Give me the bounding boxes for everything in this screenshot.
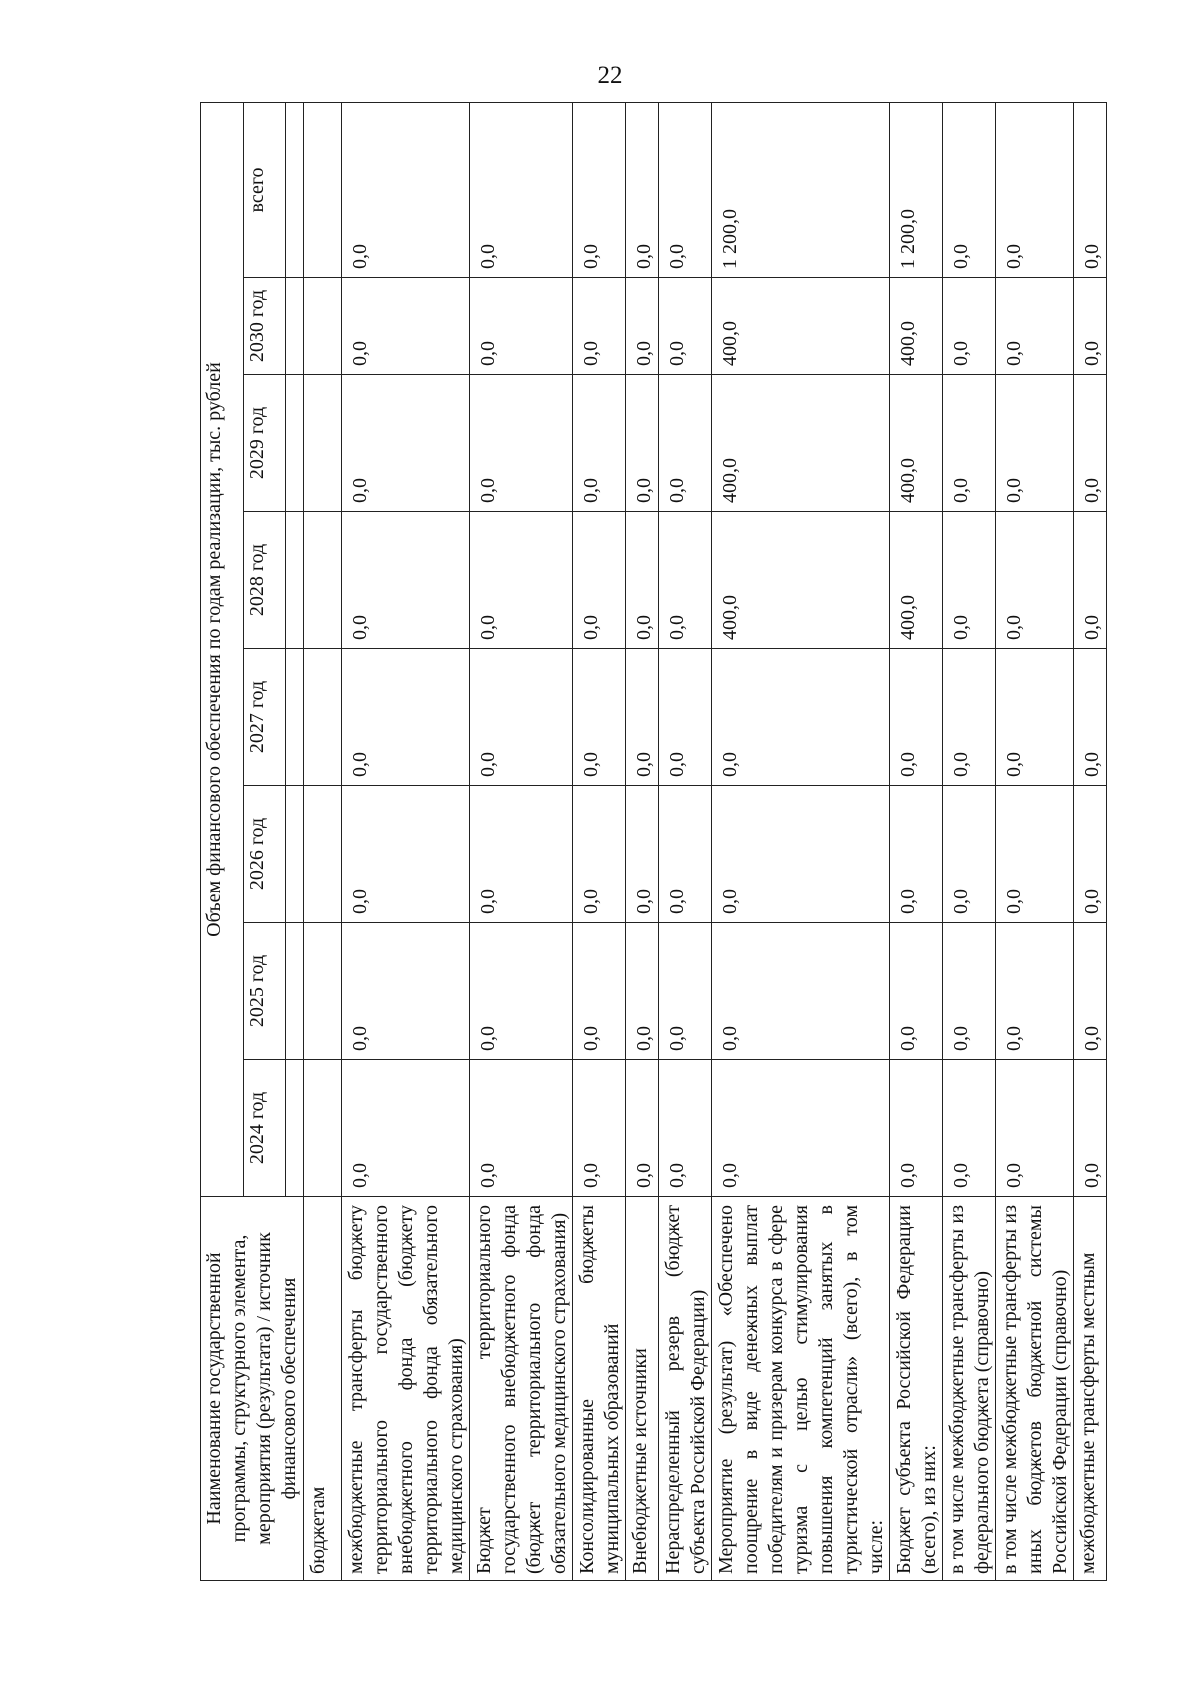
- row-value: 0,0: [573, 786, 626, 923]
- row-value: 0,0: [573, 649, 626, 786]
- row-value: 0,0: [996, 786, 1074, 923]
- table-row: [996, 102, 1074, 1580]
- row-value: 0,0: [573, 512, 626, 649]
- row-name: Внебюджетные источники: [626, 1197, 659, 1581]
- row-value: 1 200,0: [712, 102, 890, 277]
- header-name-column: Наименование государственной программы, структурного элемента, мероприятия (результата) / источник финансового обеспечения: [201, 1197, 304, 1581]
- row-name: Консолидированные бюджеты муниципальных образований: [573, 1197, 626, 1581]
- row-name: Бюджет территориального государственного внебюджетного фонда (бюджет территориального фонда обязательного медицинского страхования): [470, 1197, 573, 1581]
- row-value: 400,0: [712, 375, 890, 512]
- table-row: [342, 102, 470, 1580]
- row-value: 0,0: [626, 512, 659, 649]
- row-value: 0,0: [342, 278, 470, 375]
- row-value: 0,0: [996, 923, 1074, 1060]
- row-value: 0,0: [659, 786, 712, 923]
- row-value: 0,0: [996, 1060, 1074, 1197]
- table-row: [626, 102, 659, 1580]
- row-value: 0,0: [943, 512, 996, 649]
- row-value: 0,0: [712, 923, 890, 1060]
- header-year: 2026 год: [243, 786, 286, 923]
- row-value: 0,0: [712, 786, 890, 923]
- row-value: 0,0: [1074, 512, 1107, 649]
- row-value: 400,0: [712, 512, 890, 649]
- row-value: 0,0: [943, 1060, 996, 1197]
- row-value: 0,0: [342, 1060, 470, 1197]
- row-value: 0,0: [342, 375, 470, 512]
- row-value: 0,0: [626, 102, 659, 277]
- row-name: в том числе межбюджетные трансферты из федерального бюджета (справочно): [943, 1197, 996, 1581]
- row-value: 0,0: [470, 923, 573, 1060]
- row-value: 0,0: [890, 786, 943, 923]
- table-row: [1074, 102, 1107, 1580]
- row-value: 0,0: [1074, 375, 1107, 512]
- row-value: [304, 786, 342, 923]
- table-row: [943, 102, 996, 1580]
- row-value: 0,0: [659, 512, 712, 649]
- row-value: 0,0: [470, 649, 573, 786]
- row-value: 0,0: [470, 375, 573, 512]
- table-row: [573, 102, 626, 1580]
- row-value: 0,0: [659, 649, 712, 786]
- row-value: 400,0: [890, 512, 943, 649]
- row-name: Бюджет субъекта Российской Федерации (всего), из них:: [890, 1197, 943, 1581]
- row-value: [304, 102, 342, 277]
- row-value: 0,0: [996, 102, 1074, 277]
- row-value: 400,0: [890, 278, 943, 375]
- row-value: 400,0: [890, 375, 943, 512]
- row-value: 0,0: [996, 375, 1074, 512]
- row-value: 0,0: [890, 1060, 943, 1197]
- row-value: 0,0: [573, 102, 626, 277]
- row-value: 0,0: [890, 923, 943, 1060]
- row-value: 0,0: [1074, 786, 1107, 923]
- row-value: 1 200,0: [890, 102, 943, 277]
- row-value: 0,0: [470, 1060, 573, 1197]
- row-value: 0,0: [573, 375, 626, 512]
- row-value: 0,0: [626, 786, 659, 923]
- header-year: 2027 год: [243, 649, 286, 786]
- row-value: 0,0: [626, 1060, 659, 1197]
- rotated-table-wrapper: [200, 103, 1134, 1581]
- row-value: 0,0: [712, 1060, 890, 1197]
- row-name: межбюджетные трансферты местным: [1074, 1197, 1107, 1581]
- row-value: [304, 375, 342, 512]
- row-value: 0,0: [626, 375, 659, 512]
- row-name: бюджетам: [304, 1197, 342, 1581]
- table-row: [712, 102, 890, 1580]
- table-row: [470, 102, 573, 1580]
- row-name: межбюджетные трансферты бюджету территориального государственного внебюджетного фонда (бюджету территориального фонда обязательного медицинского страхования): [342, 1197, 470, 1581]
- row-value: 0,0: [573, 1060, 626, 1197]
- row-value: [304, 278, 342, 375]
- row-name: Мероприятие (результат) «Обеспечено поощрение в виде денежных выплат победителям и призерам конкурса в сфере туризма с целью стимулирования повышения компетенций занятых в туристической отрасли» (всего), в том числе:: [712, 1197, 890, 1581]
- row-value: 0,0: [1074, 278, 1107, 375]
- header-year: 2028 год: [243, 512, 286, 649]
- row-value: 0,0: [470, 512, 573, 649]
- header-row-1: [201, 102, 244, 1580]
- row-value: 0,0: [342, 923, 470, 1060]
- rotated-table-container: [200, 103, 1134, 1581]
- header-year: 2029 год: [243, 375, 286, 512]
- row-value: 0,0: [659, 375, 712, 512]
- header-year: 2025 год: [243, 923, 286, 1060]
- row-value: [304, 923, 342, 1060]
- row-value: 0,0: [342, 102, 470, 277]
- row-value: 0,0: [996, 512, 1074, 649]
- row-name: в том числе межбюджетные трансферты из иных бюджетов бюджетной системы Российской Федерации (справочно): [996, 1197, 1074, 1581]
- row-value: 0,0: [342, 786, 470, 923]
- row-value: 0,0: [943, 923, 996, 1060]
- row-value: 0,0: [659, 1060, 712, 1197]
- header-year: 2024 год: [243, 1060, 286, 1197]
- row-value: 0,0: [1074, 102, 1107, 277]
- row-value: [304, 1060, 342, 1197]
- table-row: [890, 102, 943, 1580]
- row-value: 0,0: [626, 923, 659, 1060]
- page-number: 22: [597, 62, 623, 89]
- row-value: 0,0: [943, 649, 996, 786]
- row-value: 0,0: [470, 278, 573, 375]
- row-value: 0,0: [1074, 923, 1107, 1060]
- header-total: всего: [243, 102, 286, 277]
- row-value: 0,0: [996, 278, 1074, 375]
- row-value: 0,0: [659, 923, 712, 1060]
- row-value: 0,0: [470, 102, 573, 277]
- row-value: 0,0: [659, 278, 712, 375]
- row-value: [304, 512, 342, 649]
- row-value: 0,0: [943, 786, 996, 923]
- row-value: 0,0: [626, 649, 659, 786]
- row-value: 0,0: [659, 102, 712, 277]
- header-year: 2030 год: [243, 278, 286, 375]
- row-value: 0,0: [1074, 649, 1107, 786]
- row-value: 0,0: [342, 649, 470, 786]
- row-value: 0,0: [573, 278, 626, 375]
- header-group-title: Объем финансового обеспечения по годам реализации, тыс. рублей: [201, 102, 244, 1196]
- table-row: [659, 102, 712, 1580]
- row-value: 0,0: [943, 102, 996, 277]
- table-row: [304, 102, 342, 1580]
- row-value: 0,0: [342, 512, 470, 649]
- row-value: [304, 649, 342, 786]
- row-value: 0,0: [996, 649, 1074, 786]
- row-value: 0,0: [573, 923, 626, 1060]
- row-value: 0,0: [1074, 1060, 1107, 1197]
- row-value: 0,0: [890, 649, 943, 786]
- row-value: 0,0: [626, 278, 659, 375]
- row-value: 0,0: [943, 278, 996, 375]
- row-value: 400,0: [712, 278, 890, 375]
- row-name: Нераспределенный резерв (бюджет субъекта Российской Федерации): [659, 1197, 712, 1581]
- row-value: 0,0: [943, 375, 996, 512]
- row-value: 0,0: [470, 786, 573, 923]
- row-value: 0,0: [712, 649, 890, 786]
- financing-table: [200, 102, 1107, 1581]
